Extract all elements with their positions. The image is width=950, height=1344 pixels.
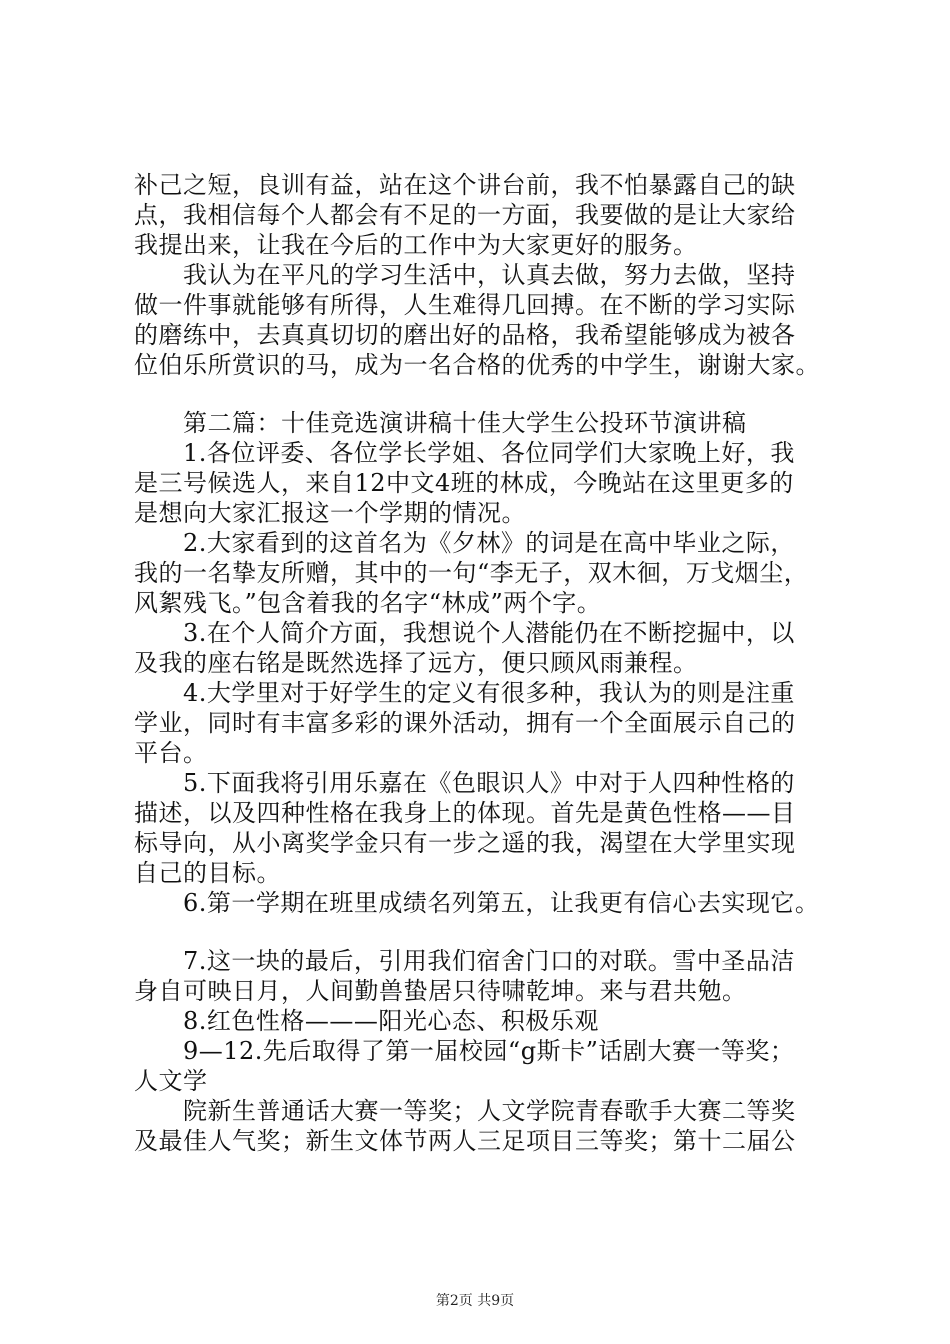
text-line: 身自可映日月，人间勤兽蛰居只待啸乾坤。来与君共勉。	[134, 977, 747, 1005]
text-line: 标导向，从小离奖学金只有一步之遥的我，渴望在大学里实现	[134, 829, 796, 857]
text-line: 6.第一学期在班里成绩名列第五，让我更有信心去实现它。	[134, 889, 820, 917]
text-line: 我提出来，让我在今后的工作中为大家更好的服务。	[134, 231, 698, 259]
page-number-footer: 第2页 共9页	[435, 1293, 515, 1309]
text-line: 补己之短，良训有益，站在这个讲台前，我不怕暴露自己的缺	[134, 171, 796, 199]
text-line: 的磨练中，去真真切切的磨出好的品格，我希望能够成为被各	[134, 321, 796, 349]
text-line: 4.大学里对于好学生的定义有很多种，我认为的则是注重	[134, 679, 795, 707]
paragraph-gap	[134, 380, 850, 408]
text-line: 及我的座右铭是既然选择了远方，便只顾风雨兼程。	[134, 649, 698, 677]
text-line: 自己的目标。	[134, 859, 281, 887]
document-body	[134, 170, 850, 1156]
text-line: 2.大家看到的这首名为《夕林》的词是在高中毕业之际，	[134, 529, 795, 557]
text-line: 5.下面我将引用乐嘉在《色眼识人》中对于人四种性格的	[134, 769, 795, 797]
text-line: 点，我相信每个人都会有不足的一方面，我要做的是让大家给	[134, 201, 796, 229]
text-line: 做一件事就能够有所得，人生难得几回搏。在不断的学习实际	[134, 291, 796, 319]
text-line: 3.在个人简介方面，我想说个人潜能仍在不断挖掘中，以	[134, 619, 795, 647]
text-line: 人文学	[134, 1067, 208, 1095]
section-heading: 第二篇：十佳竞选演讲稿十佳大学生公投环节演讲稿	[134, 409, 747, 437]
text-line: 及最佳人气奖；新生文体节两人三足项目三等奖；第十二届公	[134, 1127, 796, 1155]
text-line: 院新生普通话大赛一等奖；人文学院青春歌手大赛二等奖	[134, 1097, 796, 1125]
text-line: 平台。	[134, 739, 208, 767]
text-line: 我认为在平凡的学习生活中，认真去做，努力去做，坚持	[134, 261, 796, 289]
text-line: 学业，同时有丰富多彩的课外活动，拥有一个全面展示自己的	[134, 709, 796, 737]
text-line: 是三号候选人，来自12中文4班的林成，今晚站在这里更多的	[134, 469, 794, 497]
paragraph-gap	[134, 918, 850, 946]
text-line: 是想向大家汇报这一个学期的情况。	[134, 499, 526, 527]
text-line: 我的一名挚友所赠，其中的一句“李无子，双木徊，万戈烟尘，	[134, 559, 809, 587]
text-line: 7.这一块的最后，引用我们宿舍门口的对联。雪中圣品洁	[134, 947, 795, 975]
text-line: 描述，以及四种性格在我身上的体现。首先是黄色性格——目	[134, 799, 796, 827]
text-line: 风絮残飞。”包含着我的名字“林成”两个字。	[134, 589, 602, 617]
text-line: 9—12.先后取得了第一届校园“g斯卡”话剧大赛一等奖；	[134, 1037, 795, 1065]
text-line: 1.各位评委、各位学长学姐、各位同学们大家晚上好，我	[134, 439, 795, 467]
text-line: 位伯乐所赏识的马，成为一名合格的优秀的中学生，谢谢大家。	[134, 351, 820, 379]
text-line: 8.红色性格———阳光心态、积极乐观	[134, 1007, 599, 1035]
